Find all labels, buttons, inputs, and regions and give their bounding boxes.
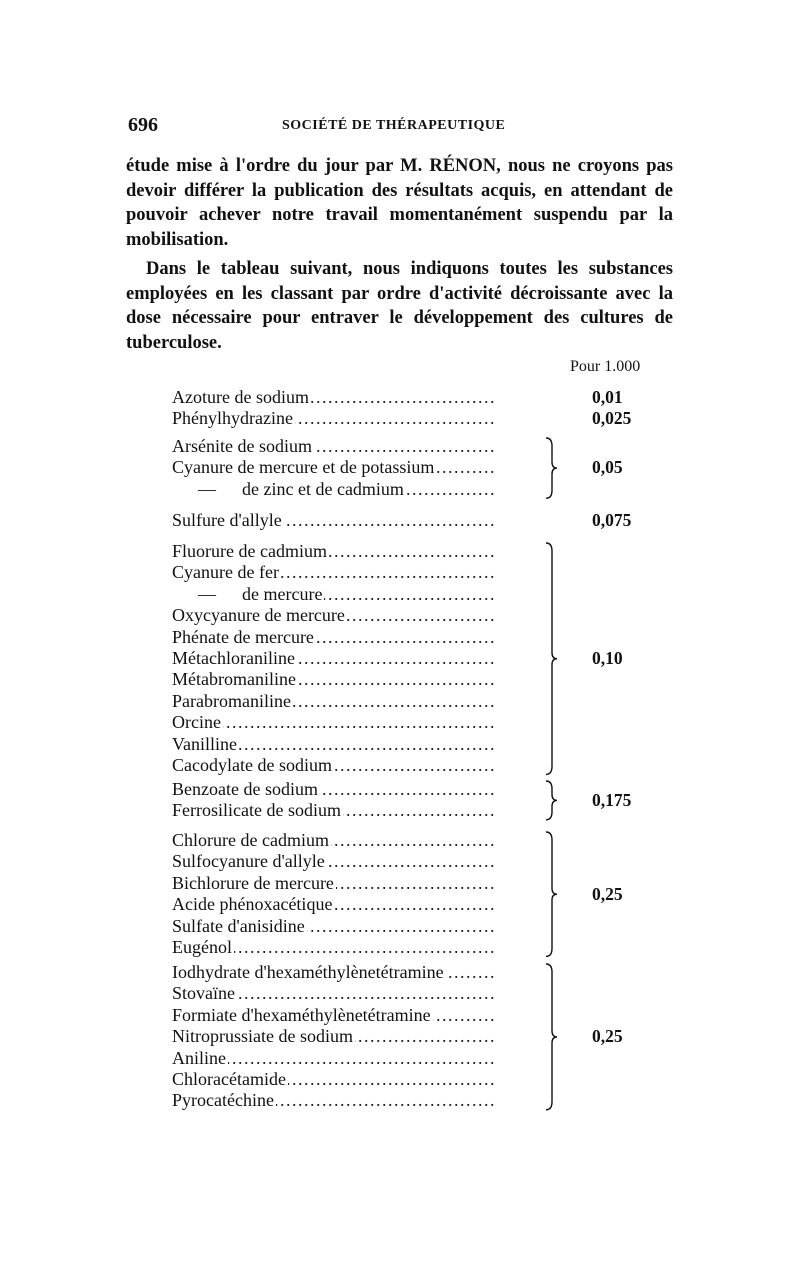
substance-name: Iodhydrate d'hexaméthylènetétramine <box>172 962 444 982</box>
paragraph-2: Dans le tableau suivant, nous indiquons toutes les substances employées en les classant par ordre d'activité décroissante avec la dose nécessaire pour entraver le développement des cultures de tuberculose. <box>126 259 673 353</box>
brace-mark <box>544 830 558 958</box>
substance-row <box>172 830 532 851</box>
substance-row <box>172 755 532 776</box>
substance-name: Cacodylate de sodium <box>172 754 332 775</box>
substance-name: Orcine <box>172 712 221 733</box>
substance-row <box>172 648 532 669</box>
substance-row <box>172 894 532 915</box>
substance-row <box>172 541 532 562</box>
dose-value: 0,25 <box>592 1026 623 1047</box>
substance-name: Phénylhydrazine <box>172 408 293 428</box>
substance-name: Acide phénoxacétique <box>172 894 333 915</box>
substance-row <box>172 712 532 733</box>
dose-value: 0,01 <box>592 387 623 407</box>
substance-row <box>172 562 532 583</box>
dose-value: 0,10 <box>592 648 623 668</box>
substance-name: Benzoate de sodium <box>172 779 318 799</box>
substance-name: Chloracétamide <box>172 1068 286 1089</box>
substance-row <box>172 873 532 894</box>
substance-row <box>172 605 532 626</box>
substance-name: de mercure <box>242 583 323 604</box>
substance-name: de zinc et de cadmium <box>242 478 404 499</box>
dose-value: 0,25 <box>592 883 623 904</box>
substance-name: Fluorure de cadmium <box>172 541 327 561</box>
substance-row <box>172 457 532 478</box>
dose-value: 0,05 <box>592 457 623 478</box>
substance-name: Eugénol <box>172 936 232 957</box>
substance-row <box>172 627 532 648</box>
substance-row <box>172 800 532 821</box>
dose-value: 0,175 <box>592 789 632 810</box>
substance-row <box>172 1005 532 1026</box>
substance-name: Cyanure de fer <box>172 562 279 583</box>
substance-row <box>172 1069 532 1090</box>
substance-name: Bichlorure de mercure <box>172 872 334 893</box>
substance-name: Pyrocatéchine <box>172 1090 274 1111</box>
substance-row <box>172 1026 532 1047</box>
substance-row <box>172 1048 532 1069</box>
substance-name: Sulfure d'allyle <box>172 510 282 530</box>
substance-row: — de mercure . . . <box>172 584 532 605</box>
substance-group <box>172 541 672 776</box>
brace-mark <box>544 962 558 1112</box>
substance-row <box>172 1090 532 1111</box>
substance-group <box>172 387 672 408</box>
substance-row <box>172 408 532 429</box>
substance-name: Métachloraniline <box>172 647 295 668</box>
substance-row <box>172 916 532 937</box>
page-number: 696 <box>128 114 158 136</box>
substance-group <box>172 779 672 822</box>
substance-row <box>172 983 532 1004</box>
substance-row <box>172 734 532 755</box>
running-title: SOCIÉTÉ DE THÉRAPEUTIQUE <box>282 118 506 133</box>
brace-mark <box>544 436 558 500</box>
substance-row <box>172 691 532 712</box>
substance-group <box>172 510 672 531</box>
substance-row <box>172 937 532 958</box>
substance-row <box>172 436 532 457</box>
substance-name: Chlorure de cadmium <box>172 830 329 850</box>
substance-group <box>172 830 672 958</box>
substance-row: — de zinc et de cadmium . . . <box>172 479 532 500</box>
substance-name: Arsénite de sodium <box>172 436 312 456</box>
substance-name: Formiate d'hexaméthylènetétramine <box>172 1004 431 1025</box>
substance-name: Sulfocyanure d'allyle <box>172 851 325 872</box>
substance-name: Métabromaniline <box>172 669 296 690</box>
running-header <box>128 114 673 144</box>
substance-name: Nitroprussiate de sodium <box>172 1026 353 1047</box>
brace-mark <box>544 541 558 776</box>
unit-label: Pour 1.000 <box>570 358 641 375</box>
substance-group <box>172 962 672 1112</box>
substance-row <box>172 779 532 800</box>
substance-row <box>172 962 532 983</box>
substance-name: Cyanure de mercure et de potassium <box>172 457 435 478</box>
substance-row <box>172 510 532 531</box>
substance-name: Oxycyanure de mercure <box>172 605 345 626</box>
substance-name: Phénate de mercure <box>172 626 314 647</box>
substance-row <box>172 387 532 408</box>
dose-value: 0,025 <box>592 408 632 428</box>
substance-name: Azoture de sodium <box>172 387 309 407</box>
dose-value: 0,075 <box>592 510 632 530</box>
substance-group <box>172 436 672 500</box>
substance-name: Stovaïne <box>172 983 235 1004</box>
substance-name: Aniline <box>172 1047 226 1068</box>
substance-row <box>172 669 532 690</box>
substance-name: Parabromaniline <box>172 690 291 711</box>
substance-name: Sulfate d'anisidine <box>172 915 305 936</box>
paragraph-1: étude mise à l'ordre du jour par M. RÉNON, nous ne croyons pas devoir différer la publication des résultats acquis, en attendant de pouvoir achever notre travail momentanément suspendu par la mobilisation. <box>126 156 673 250</box>
substance-group <box>172 408 672 429</box>
brace-mark <box>544 779 558 822</box>
substance-name: Vanilline <box>172 733 237 754</box>
substance-name: Ferrosilicate de sodium <box>172 800 341 821</box>
substance-row <box>172 851 532 872</box>
